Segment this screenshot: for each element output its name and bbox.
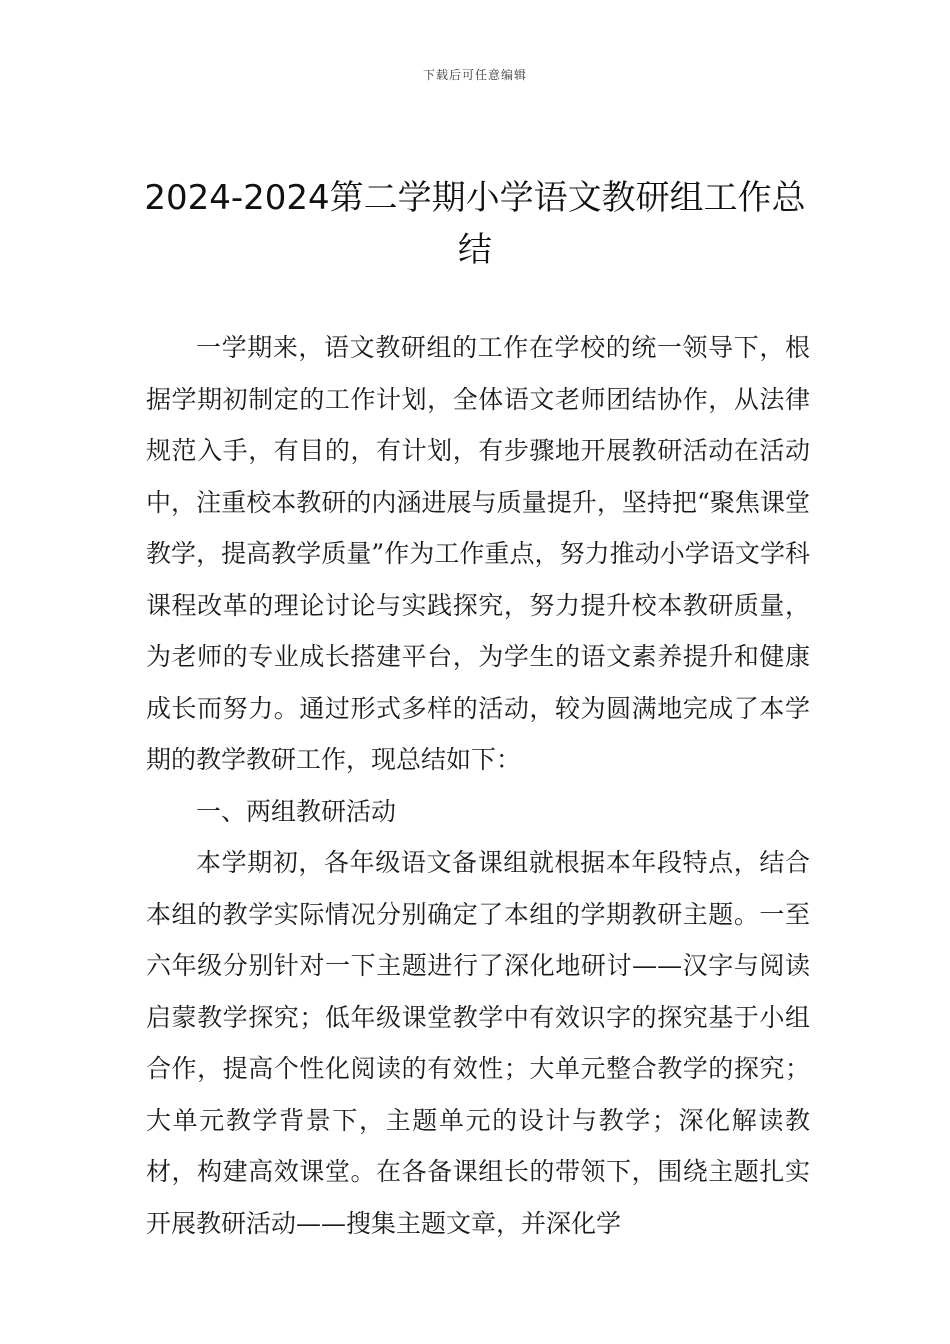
section-heading: 一、两组教研活动 — [196, 796, 397, 826]
section-paragraph: 本学期初，各年级语文备课组就根据本年段特点，结合本组的教学实际情况分别确定了本组的学期教研主题。一至六年级分别针对一下主题进行了深化地研讨——汉字与阅读启蒙教学探究；低年级课堂教学中有效识字的探究基于小组合作，提高个性化阅读的有效性；大单元整合教学的探究；大单元教学背景下，主题单元的设计与教学；深化解读教材，构建高效课堂。在各备课组长的带领下，围绕主题扎实开展教研活动——搜集主题文章，并深化学 — [146, 848, 810, 1238]
document-body — [146, 322, 810, 1249]
intro-paragraph: 一学期来，语文教研组的工作在学校的统一领导下，根据学期初制定的工作计划，全体语文老师团结协作，从法律规范入手，有目的，有计划，有步骤地开展教研活动在活动中，注重校本教研的内涵进展与质量提升，坚持把“聚焦课堂教学，提高教学质量”作为工作重点，努力推动小学语文学科课程改革的理论讨论与实践探究，努力提升校本教研质量，为老师的专业成长搭建平台，为学生的语文素养提升和健康成长而努力。通过形式多样的活动，较为圆满地完成了本学期的教学教研工作，现总结如下： — [146, 333, 810, 774]
document-title: 2024-2024第二学期小学语文教研组工作总结 — [144, 178, 806, 270]
header-note: 下载后可任意编辑 — [422, 68, 527, 82]
